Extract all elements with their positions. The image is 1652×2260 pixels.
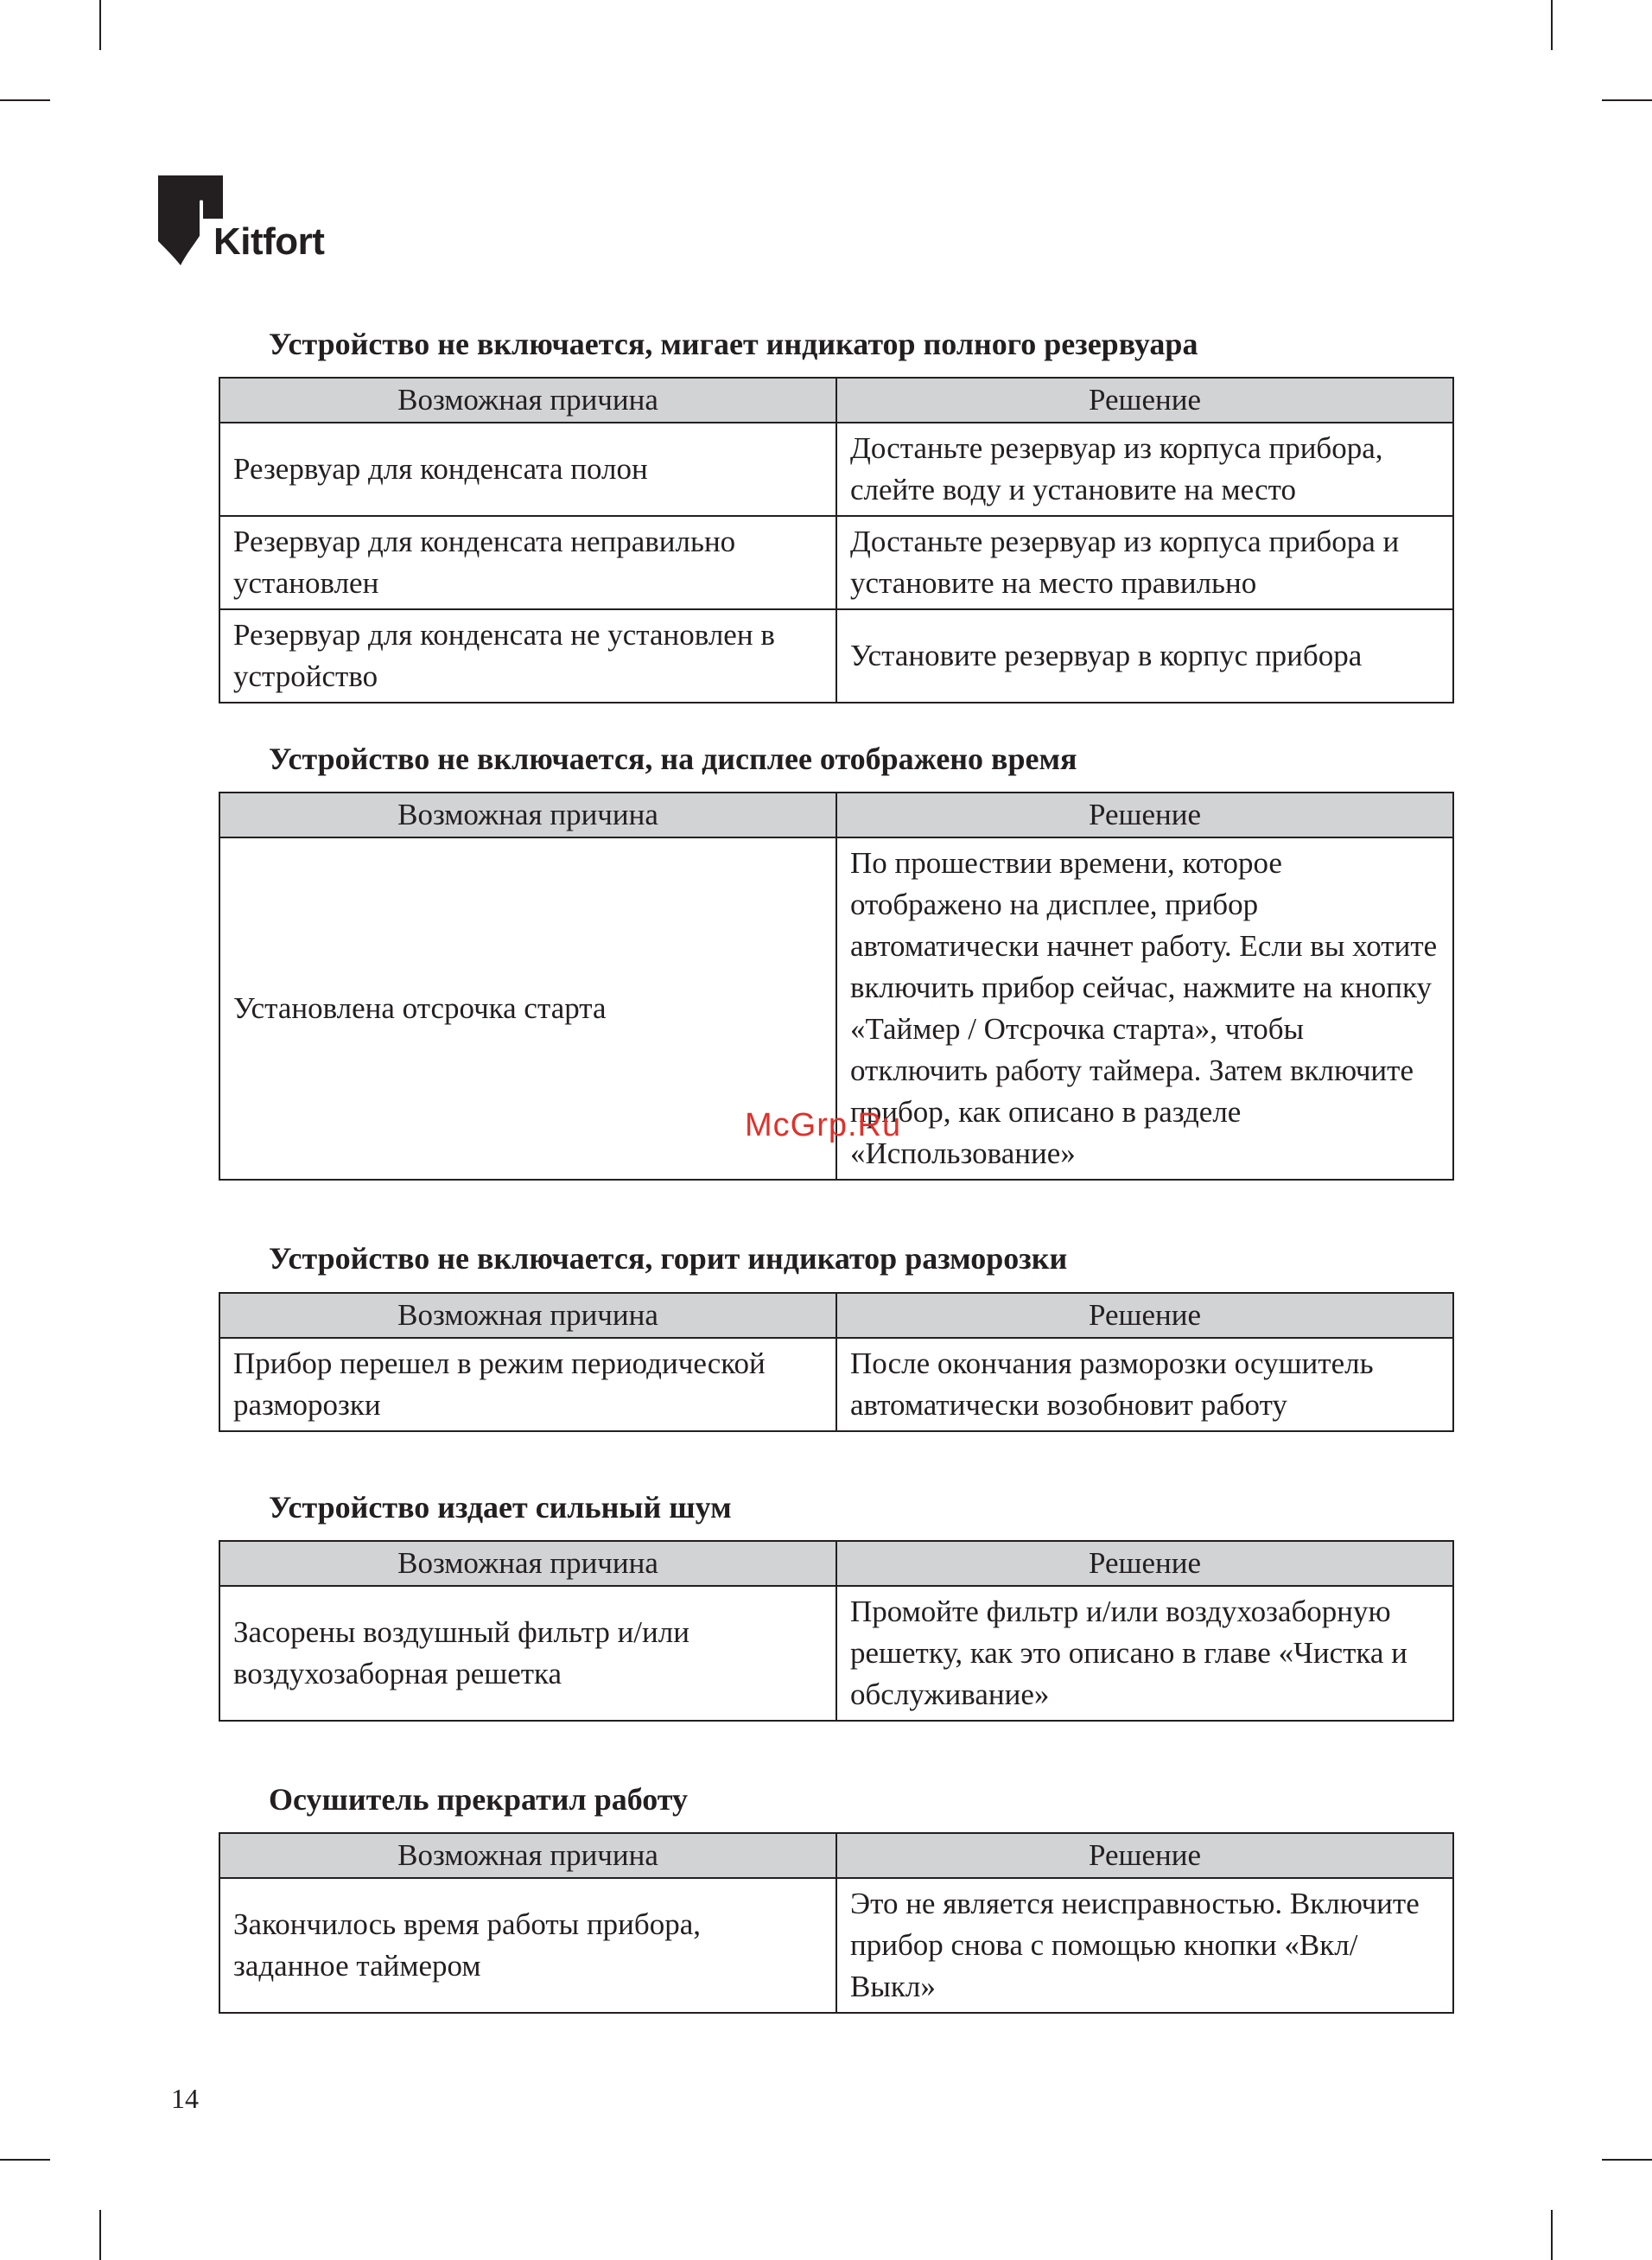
crop-mark [1551, 0, 1553, 50]
solution-cell: По прошествии времени, которое отображено на дисплее, прибор автоматически начнет работу. Если вы хотите включить прибор сейчас, нажмите на кнопку «Таймер / Отсрочка старта», чтобы отключить работу таймера. Затем включите прибор, как описано в разделе «Использование» [836, 837, 1453, 1180]
cause-cell: Закончилось время работы прибора, заданное таймером [219, 1878, 836, 2013]
table-header-row [219, 1541, 1453, 1586]
table-row [219, 1586, 1453, 1721]
solution-cell: Установите резервуар в корпус прибора [836, 609, 1453, 703]
cause-cell: Резервуар для конденсата не установлен в устройство [219, 609, 836, 703]
section-title: Устройство не включается, горит индикатор разморозки [269, 1241, 1068, 1276]
solution-cell: Это не является неисправностью. Включите прибор снова с помощью кнопки «Вкл/Выкл» [836, 1878, 1453, 2013]
cause-cell: Установлена отсрочка старта [219, 837, 836, 1180]
crop-mark [99, 2210, 101, 2260]
table-header-row [219, 1293, 1453, 1338]
crop-mark [0, 2159, 50, 2161]
column-header-cause: Возможная причина [219, 1293, 836, 1338]
column-header-cause: Возможная причина [219, 793, 836, 837]
column-header-solution: Решение [836, 1541, 1453, 1586]
cause-cell: Прибор перешел в режим периодической разморозки [219, 1338, 836, 1431]
table-row [219, 609, 1453, 703]
column-header-cause: Возможная причина [219, 1833, 836, 1878]
solution-cell: Промойте фильтр и/или воздухозаборную решетку, как это описано в главе «Чистка и обслуживание» [836, 1586, 1453, 1721]
table-row [219, 423, 1453, 516]
troubleshoot-table [219, 1540, 1454, 1722]
brand-logo [158, 175, 365, 271]
table-header-row [219, 793, 1453, 837]
column-header-cause: Возможная причина [219, 378, 836, 423]
troubleshoot-table [219, 1832, 1454, 2014]
crop-mark [1602, 99, 1652, 101]
crop-mark [1551, 2210, 1553, 2260]
section-title: Устройство не включается, на дисплее отображено время [269, 742, 1077, 776]
column-header-solution: Решение [836, 1833, 1453, 1878]
solution-cell: Достаньте резервуар из корпуса прибора и установите на место правильно [836, 516, 1453, 609]
section-title: Устройство издает сильный шум [269, 1490, 732, 1525]
solution-cell: После окончания разморозки осушитель автоматически возобновит работу [836, 1338, 1453, 1431]
troubleshoot-table [219, 1292, 1454, 1432]
table-row [219, 516, 1453, 609]
section-title: Осушитель прекратил работу [269, 1782, 689, 1817]
column-header-solution: Решение [836, 1293, 1453, 1338]
column-header-cause: Возможная причина [219, 1541, 836, 1586]
table-header-row [219, 378, 1453, 423]
section-title: Устройство не включается, мигает индикатор полного резервуара [269, 327, 1198, 361]
troubleshoot-table [219, 377, 1454, 703]
page-number: 14 [171, 2083, 199, 2114]
column-header-solution: Решение [836, 378, 1453, 423]
cause-cell: Засорены воздушный фильтр и/или воздухозаборная решетка [219, 1586, 836, 1721]
table-row [219, 1878, 1453, 2013]
crop-mark [1602, 2159, 1652, 2161]
table-row [219, 1338, 1453, 1431]
table-header-row [219, 1833, 1453, 1878]
solution-cell: Достаньте резервуар из корпуса прибора, слейте воду и установите на место [836, 423, 1453, 516]
crop-mark [99, 0, 101, 50]
column-header-solution: Решение [836, 793, 1453, 837]
crop-mark [0, 99, 50, 101]
watermark: McGrp.Ru [745, 1107, 902, 1143]
cause-cell: Резервуар для конденсата полон [219, 423, 836, 516]
brand-name: Kitfort [213, 220, 325, 263]
cause-cell: Резервуар для конденсата неправильно установлен [219, 516, 836, 609]
